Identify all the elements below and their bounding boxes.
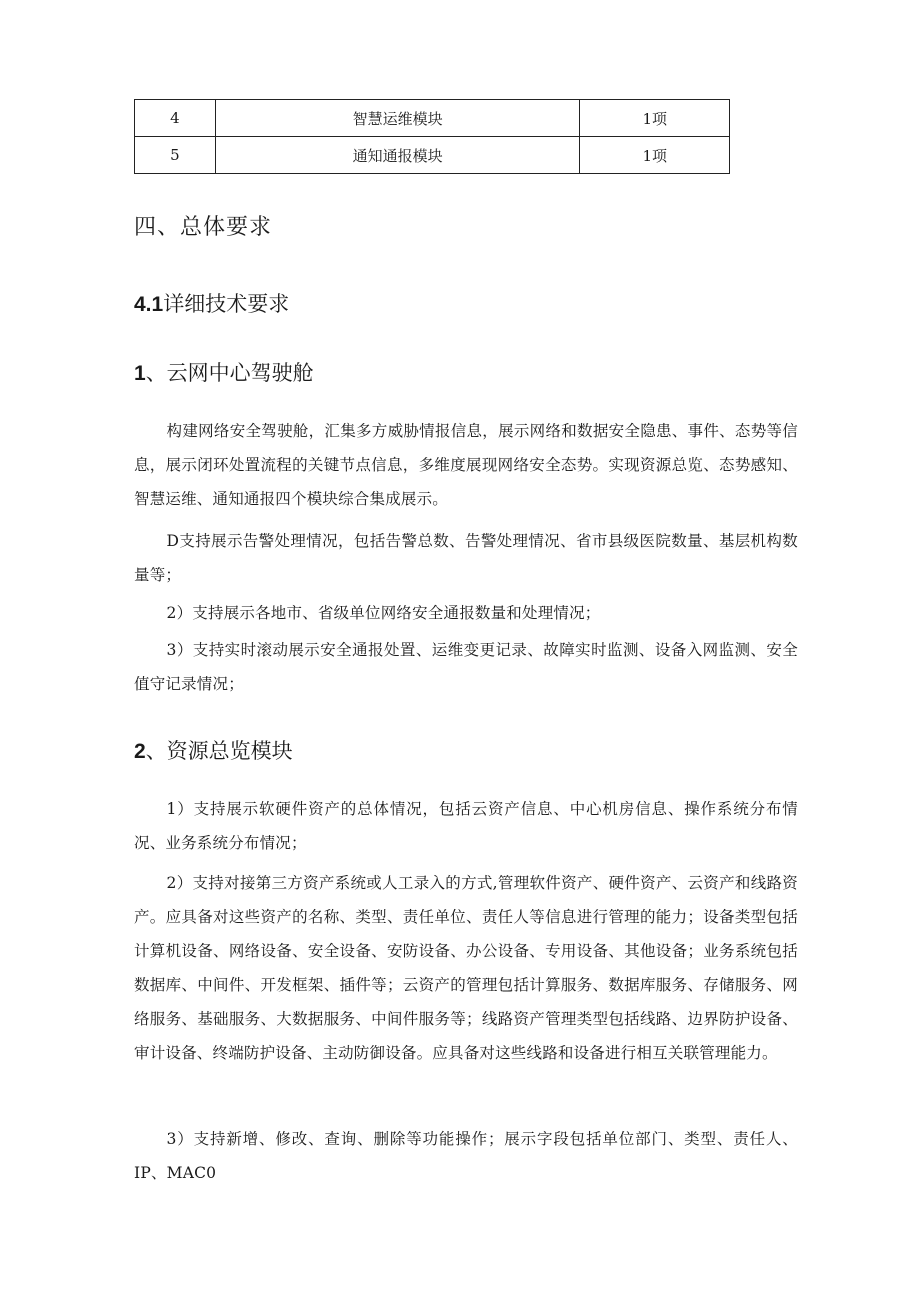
paragraph: 1）支持展示软硬件资产的总体情况，包括云资产信息、中心机房信息、操作系统分布情况、业务系统分布情况；	[134, 800, 798, 852]
subsection-number: 4.1	[134, 293, 164, 316]
paragraph: 2）支持对接第三方资产系统或人工录入的方式,管理软件资产、硬件资产、云资产和线路资产。应具备对这些资产的名称、类型、责任单位、责任人等信息进行管理的能力；设备类型包括计算机设备、网络设备、安全设备、安防设备、办公设备、专用设备、其他设备；业务系统包括数据库、中间件、开发框架、插件等；云资产的管理包括计算服务、数据库服务、存储服务、网络服务、基础服务、大数据服务、中间件服务等；线路资产管理类型包括线路、边界防护设备、审计设备、终端防护设备、主动防御设备。应具备对这些线路和设备进行相互关联管理能力。	[134, 874, 798, 1062]
module-name: 智慧运维模块	[215, 100, 580, 137]
row-number: 4	[135, 100, 216, 137]
item-title: 、资源总览模块	[145, 739, 293, 763]
item-title: 、云网中心驾驶舱	[145, 361, 314, 385]
item-number: 1	[134, 362, 146, 385]
paragraph: 构建网络安全驾驶舱，汇集多方威胁情报信息，展示网络和数据安全隐患、事件、态势等信息，展示闭环处置流程的关键节点信息，多维度展现网络安全态势。实现资源总览、态势感知、智慧运维、通知通报四个模块综合集成展示。	[134, 422, 798, 508]
paragraph: 2）支持展示各地市、省级单位网络安全通报数量和处理情况；	[166, 604, 601, 622]
table-row	[135, 137, 730, 174]
table-row	[135, 100, 730, 137]
item-heading	[134, 357, 314, 387]
row-number: 5	[135, 137, 216, 174]
paragraph: D支持展示告警处理情况，包括告警总数、告警处理情况、省市县级医院数量、基层机构数量等；	[134, 532, 798, 584]
module-table	[134, 99, 730, 174]
item-number: 2	[134, 740, 146, 763]
subsection-heading	[134, 288, 289, 318]
section-heading: 四、总体要求	[134, 215, 273, 240]
module-quantity: 1项	[580, 137, 730, 174]
subsection-title: 详细技术要求	[163, 292, 290, 316]
module-name: 通知通报模块	[215, 137, 580, 174]
paragraph: 3）支持新增、修改、查询、删除等功能操作；展示字段包括单位部门、类型、责任人、IP、MAC0	[134, 1130, 798, 1182]
item-heading	[134, 735, 293, 765]
paragraph: 3）支持实时滚动展示安全通报处置、运维变更记录、故障实时监测、设备入网监测、安全值守记录情况；	[134, 641, 798, 693]
module-quantity: 1项	[580, 100, 730, 137]
